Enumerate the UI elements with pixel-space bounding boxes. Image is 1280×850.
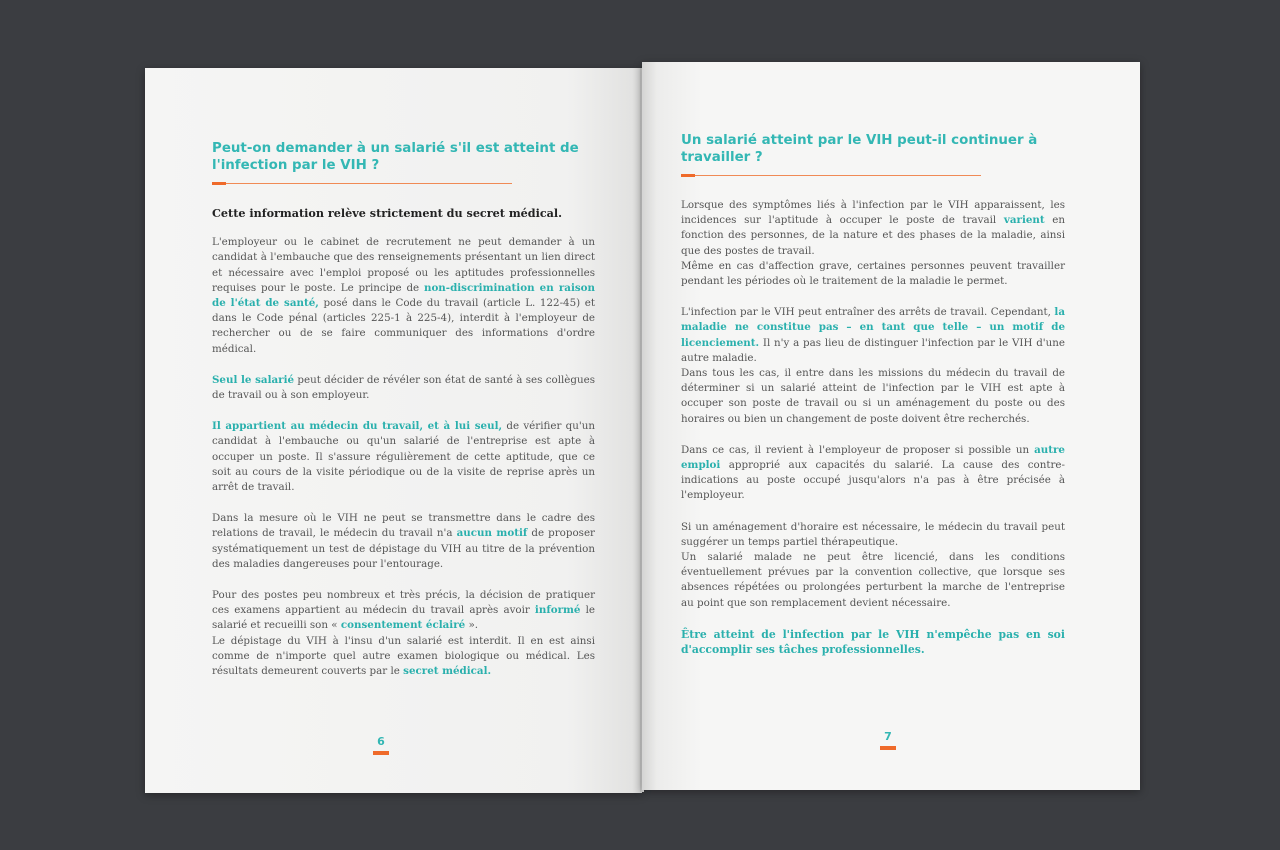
- highlight: Il appartient au médecin du travail, et à lui seul,: [212, 420, 503, 433]
- highlight: secret médical.: [403, 665, 492, 678]
- paragraph: L'infection par le VIH peut entraîner des arrêts de travail. Cependant, la maladie ne constitue pas – en tant que telle – un motif de licenciement. Il n'y a pas lieu de distinguer l'infection par le VIH d'une autre maladie.: [681, 306, 1065, 364]
- right-page-content: [681, 132, 1065, 657]
- paragraph: Il appartient au médecin du travail, et à lui seul, de vérifier qu'un candidat à l'embauche ou qu'un salarié de l'entreprise est apte à occuper un poste. Il s'assure régulièrement de cette aptitude, que ce soit au cours de la visite périodique ou de la visite de reprise après un arrêt de travail.: [212, 420, 595, 494]
- highlight: informé: [534, 604, 581, 617]
- paragraph: Même en cas d'affection grave, certaines personnes peuvent travailler pendant les périodes où le traitement de la maladie le permet.: [681, 259, 1065, 288]
- booklet: [145, 62, 1140, 794]
- lead-sentence: Cette information relève strictement du secret médical.: [212, 206, 563, 220]
- paragraph: L'employeur ou le cabinet de recrutement ne peut demander à un candidat à l'embauche que des renseignements présentant un lien direct et nécessaire avec l'emploi proposé ou les aptitudes professionnelles requises pour le poste. Le principe de non-discrimination en raison de l'état de santé, posé dans le Code du travail (article L. 122-45) et dans le Code pénal (articles 225-1 à 225-4), interdit à l'employeur de rechercher ou de se faire communiquer des informations d'ordre médical.: [212, 236, 596, 355]
- title-underline: [681, 175, 981, 176]
- highlight: varient: [1003, 214, 1045, 227]
- left-page: [145, 68, 642, 793]
- left-page-content: [212, 140, 595, 695]
- paragraph: Dans tous les cas, il entre dans les missions du médecin du travail de déterminer si un salarié atteint de l'infection par le VIH est apte à occuper son poste de travail ou si un aménagement du poste ou des horaires ou bien un changement de poste doivent être recherchés.: [681, 367, 1065, 425]
- page-number: 6: [371, 735, 391, 755]
- page-number: 7: [878, 730, 898, 750]
- paragraph: Pour des postes peu nombreux et très précis, la décision de pratiquer ces examens appartient au médecin du travail après avoir informé le salarié et recueilli son « consentement éclairé ».: [212, 589, 595, 632]
- title-underline: [212, 183, 512, 184]
- highlight: non-discrimination en raison de l'état de santé,: [212, 281, 596, 310]
- highlight: autre emploi: [681, 443, 1065, 472]
- paragraph: Un salarié malade ne peut être licencié, dans les conditions éventuellement prévues par la convention collective, que lorsque ses absences répétées ou prolongées perturbent la marche de l'entreprise au point que son remplacement devient nécessaire.: [681, 551, 1065, 609]
- highlight: Seul le salarié: [212, 373, 295, 386]
- paragraph: Le dépistage du VIH à l'insu d'un salarié est interdit. Il en est ainsi comme de n'importe quel autre examen biologique ou médical. Les résultats demeurent couverts par le secret médical.: [212, 634, 595, 678]
- highlight: consentement éclairé: [340, 619, 466, 632]
- left-page-title: Peut-on demander à un salarié s'il est atteint de l'infection par le VIH ?: [212, 141, 579, 173]
- paragraph: Si un aménagement d'horaire est nécessaire, le médecin du travail peut suggérer un temps partiel thérapeutique.: [681, 520, 1065, 548]
- paragraph: Seul le salarié peut décider de révéler son état de santé à ses collègues de travail ou à son employeur.: [212, 373, 595, 402]
- right-page-title: Un salarié atteint par le VIH peut-il continuer à travailler ?: [681, 133, 1038, 165]
- closing-statement: Être atteint de l'infection par le VIH n'empêche pas en soi d'accomplir ses tâches professionnelles.: [681, 627, 1065, 657]
- paragraph: Dans ce cas, il revient à l'employeur de proposer si possible un autre emploi approprié aux capacités du salarié. La cause des contre-indications au poste occupé jusqu'alors n'a pas à être précisée à l'employeur.: [681, 443, 1065, 502]
- highlight: aucun motif: [456, 527, 528, 540]
- highlight: la maladie ne constitue pas – en tant que telle – un motif de licenciement.: [681, 306, 1065, 349]
- right-page: [642, 62, 1140, 790]
- paragraph: Dans la mesure où le VIH ne peut se transmettre dans le cadre des relations de travail, le médecin du travail n'a aucun motif de proposer systématiquement un test de dépistage du VIH au titre de la prévention des maladies dangereuses pour l'entourage.: [212, 512, 595, 570]
- paragraph: Lorsque des symptômes liés à l'infection par le VIH apparaissent, les incidences sur l'aptitude à occuper le poste de travail varient en fonction des personnes, de la nature et des phases de la maladie, ainsi que des postes de travail.: [681, 199, 1066, 257]
